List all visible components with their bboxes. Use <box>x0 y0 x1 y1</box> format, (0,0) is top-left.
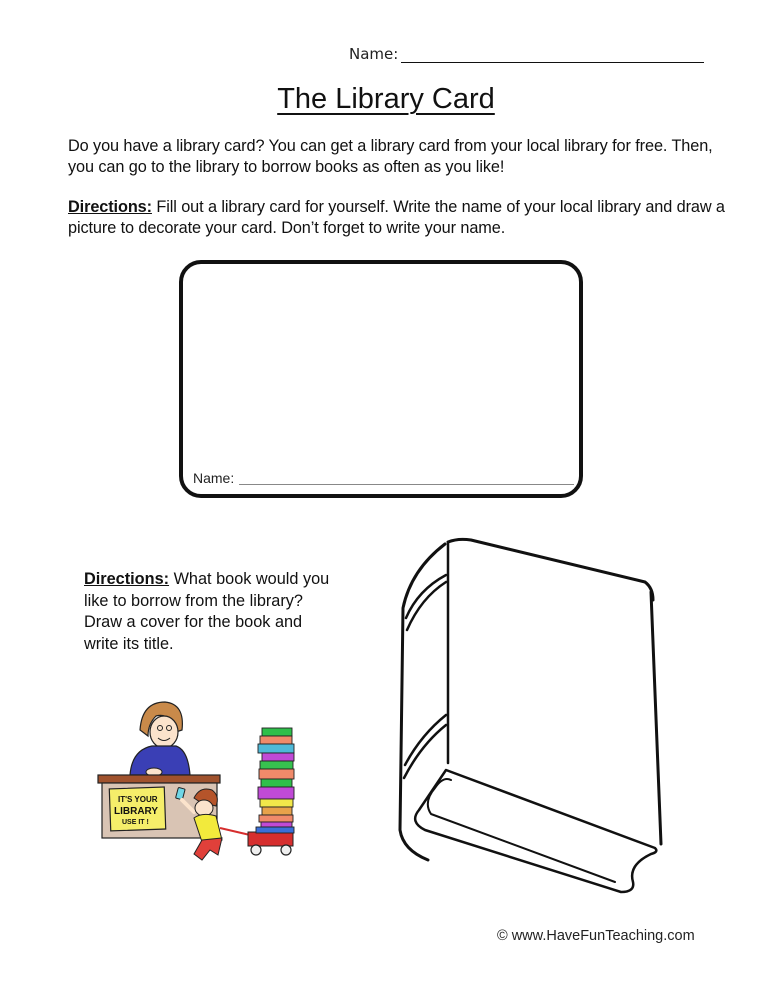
directions-book <box>84 569 334 655</box>
library-illustration <box>90 690 310 865</box>
card-name-field[interactable] <box>239 484 574 485</box>
copyright-text: © www.HaveFunTeaching.com <box>497 928 695 944</box>
librarian-face-icon <box>150 716 178 748</box>
worksheet-title-text: The Library Card <box>277 83 495 115</box>
student-name-field[interactable] <box>401 62 704 63</box>
card-name-label: Name: <box>193 470 235 486</box>
intro-paragraph: Do you have a library card? You can get a library card from your local library for free. Then, you can go to the library to borrow books as often as you like! <box>68 137 713 176</box>
kid-pants-icon <box>194 838 222 860</box>
desk-top-icon <box>98 775 220 783</box>
directions-card <box>68 197 728 239</box>
student-name-label: Name: <box>349 45 399 63</box>
wagon-icon <box>248 832 293 846</box>
sign-text-1: IT'S YOUR <box>118 795 158 804</box>
directions-label: Directions: <box>84 570 170 588</box>
kid-face-icon <box>195 800 213 816</box>
worksheet-title <box>0 83 772 116</box>
sign-text-2: LIBRARY <box>114 806 159 817</box>
library-card-drawing-area[interactable] <box>179 260 583 498</box>
sign-text-3: USE IT ! <box>122 819 149 826</box>
book-stack-icon <box>256 728 294 833</box>
directions-text: Fill out a library card for yourself. Write the name of your local library and draw a picture to decorate your card. Don’t forget to write your name. <box>68 198 725 237</box>
directions-text: What book would you like to borrow from the library? Draw a cover for the book and write its title. <box>84 570 330 653</box>
book-cover-drawing-area[interactable] <box>383 530 713 910</box>
directions-label: Directions: <box>68 198 152 216</box>
